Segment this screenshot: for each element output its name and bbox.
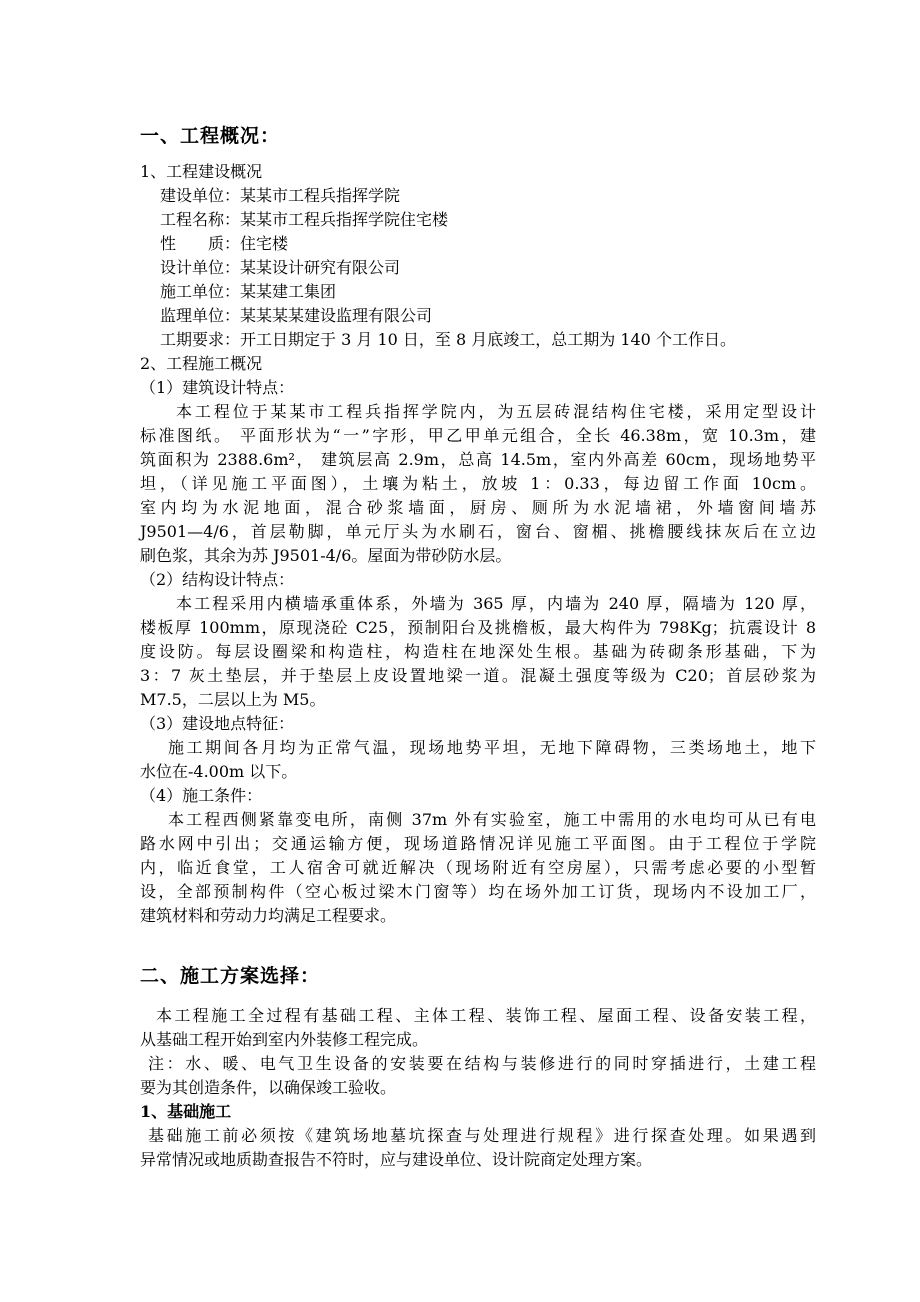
plan-intro-line: 从基础工程开始到室内外装修工程完成。 xyxy=(140,1030,429,1049)
conditions-heading: （4）施工条件： xyxy=(140,786,263,805)
schedule-requirement: 工期要求：开工日期定于 3 月 10 日，至 8 月底竣工，总工期为 140 个工作日。 xyxy=(160,330,736,349)
conditions-text-line: 建筑材料和劳动力均满足工程要求。 xyxy=(140,906,397,925)
conditions-text-line: 本工程西侧紧靠变电所，南侧 37m 外有实验室，施工中需用的水电均可从已有电 xyxy=(168,810,816,829)
subsection-2-heading: 2、工程施工概况 xyxy=(140,354,263,373)
site-text-line: 水位在-4.00m 以下。 xyxy=(140,762,298,781)
project-name: 工程名称：某某市工程兵指挥学院住宅楼 xyxy=(160,210,449,229)
contractor-unit: 施工单位：某某建工集团 xyxy=(160,282,337,301)
subsection-1-heading: 1、工程建设概况 xyxy=(140,162,263,181)
architecture-text-line: 坦，（详见施工平面图），土壤为粘土，放坡 1：0.33，每边留工作面 10cm。 xyxy=(140,474,816,493)
section-2-title: 二、施工方案选择： xyxy=(140,965,321,987)
conditions-text-line: 设，全部预制构件（空心板过梁木门窗等）均在场外加工订货，现场内不设加工厂， xyxy=(140,882,816,901)
foundation-text-line: 异常情况或地质勘查报告不符时，应与建设单位、设计院商定处理方案。 xyxy=(140,1150,653,1169)
structure-text-line: 度设防。每层设圈梁和构造柱，构造柱在地深处生根。基础为砖砌条形基础，下为 xyxy=(140,642,816,661)
conditions-text-line: 路水网中引出；交通运输方便，现场道路情况详见施工平面图。由于工程位于学院 xyxy=(140,834,816,853)
note-line: 注：水、暖、电气卫生设备的安装要在结构与装修进行的同时穿插进行，土建工程 xyxy=(148,1054,816,1073)
structure-heading: （2）结构设计特点： xyxy=(140,570,295,589)
note-line: 要为其创造条件，以确保竣工验收。 xyxy=(140,1078,397,1097)
structure-text-line: 楼板厚 100mm，原现浇砼 C25，预制阳台及挑檐板，最大构件为 798Kg；抗震设计 8 xyxy=(140,618,816,637)
section-1-title: 一、工程概况： xyxy=(140,125,281,147)
site-heading: （3）建设地点特征： xyxy=(140,714,295,733)
architecture-text-line: 标准图纸。 平面形状为“一”字形，甲乙甲单元组合，全长 46.38m，宽 10.3m，建 xyxy=(140,426,816,445)
construction-unit: 建设单位：某某市工程兵指挥学院 xyxy=(160,186,401,205)
foundation-text-line: 基础施工前必须按《建筑场地墓坑探查与处理进行规程》进行探查处理。如果遇到 xyxy=(148,1126,816,1145)
structure-text-line: 3：7 灰土垫层，并于垫层上皮设置地梁一道。混凝土强度等级为 C20；首层砂浆为 xyxy=(140,666,816,685)
architecture-heading: （1）建筑设计特点： xyxy=(140,378,295,397)
structure-text-line: M7.5，二层以上为 M5。 xyxy=(140,690,326,709)
project-nature: 性 质：住宅楼 xyxy=(160,234,289,253)
plan-intro-line: 本工程施工全过程有基础工程、主体工程、装饰工程、屋面工程、设备安装工程， xyxy=(156,1006,816,1025)
architecture-text-line: 室内均为水泥地面，混合砂浆墙面，厨房、厕所为水泥墙裙，外墙窗间墙苏 xyxy=(140,498,816,517)
design-unit: 设计单位：某某设计研究有限公司 xyxy=(160,258,401,277)
supervision-unit: 监理单位：某某某某建设监理有限公司 xyxy=(160,306,433,325)
architecture-text-line: 本工程位于某某市工程兵指挥学院内，为五层砖混结构住宅楼，采用定型设计 xyxy=(176,402,816,421)
foundation-heading: 1、基础施工 xyxy=(140,1102,232,1121)
architecture-text-line: 刷色浆，其余为苏 J9501-4/6。屋面为带砂防水层。 xyxy=(140,546,512,565)
structure-text-line: 本工程采用内横墙承重体系，外墙为 365 厚，内墙为 240 厚，隔墙为 120 厚， xyxy=(176,594,816,613)
site-text-line: 施工期间各月均为正常气温，现场地势平坦，无地下障碍物，三类场地土，地下 xyxy=(168,738,816,757)
architecture-text-line: 筑面积为 2388.6m²， 建筑层高 2.9m，总高 14.5m，室内外高差 60cm，现场地势平 xyxy=(140,450,816,469)
conditions-text-line: 内，临近食堂，工人宿舍可就近解决（现场附近有空房屋），只需考虑必要的小型暂 xyxy=(140,858,816,877)
architecture-text-line: J9501—4/6，首层勒脚，单元厅头为水刷石，窗台、窗楣、挑檐腰线抹灰后在立边 xyxy=(140,522,816,541)
